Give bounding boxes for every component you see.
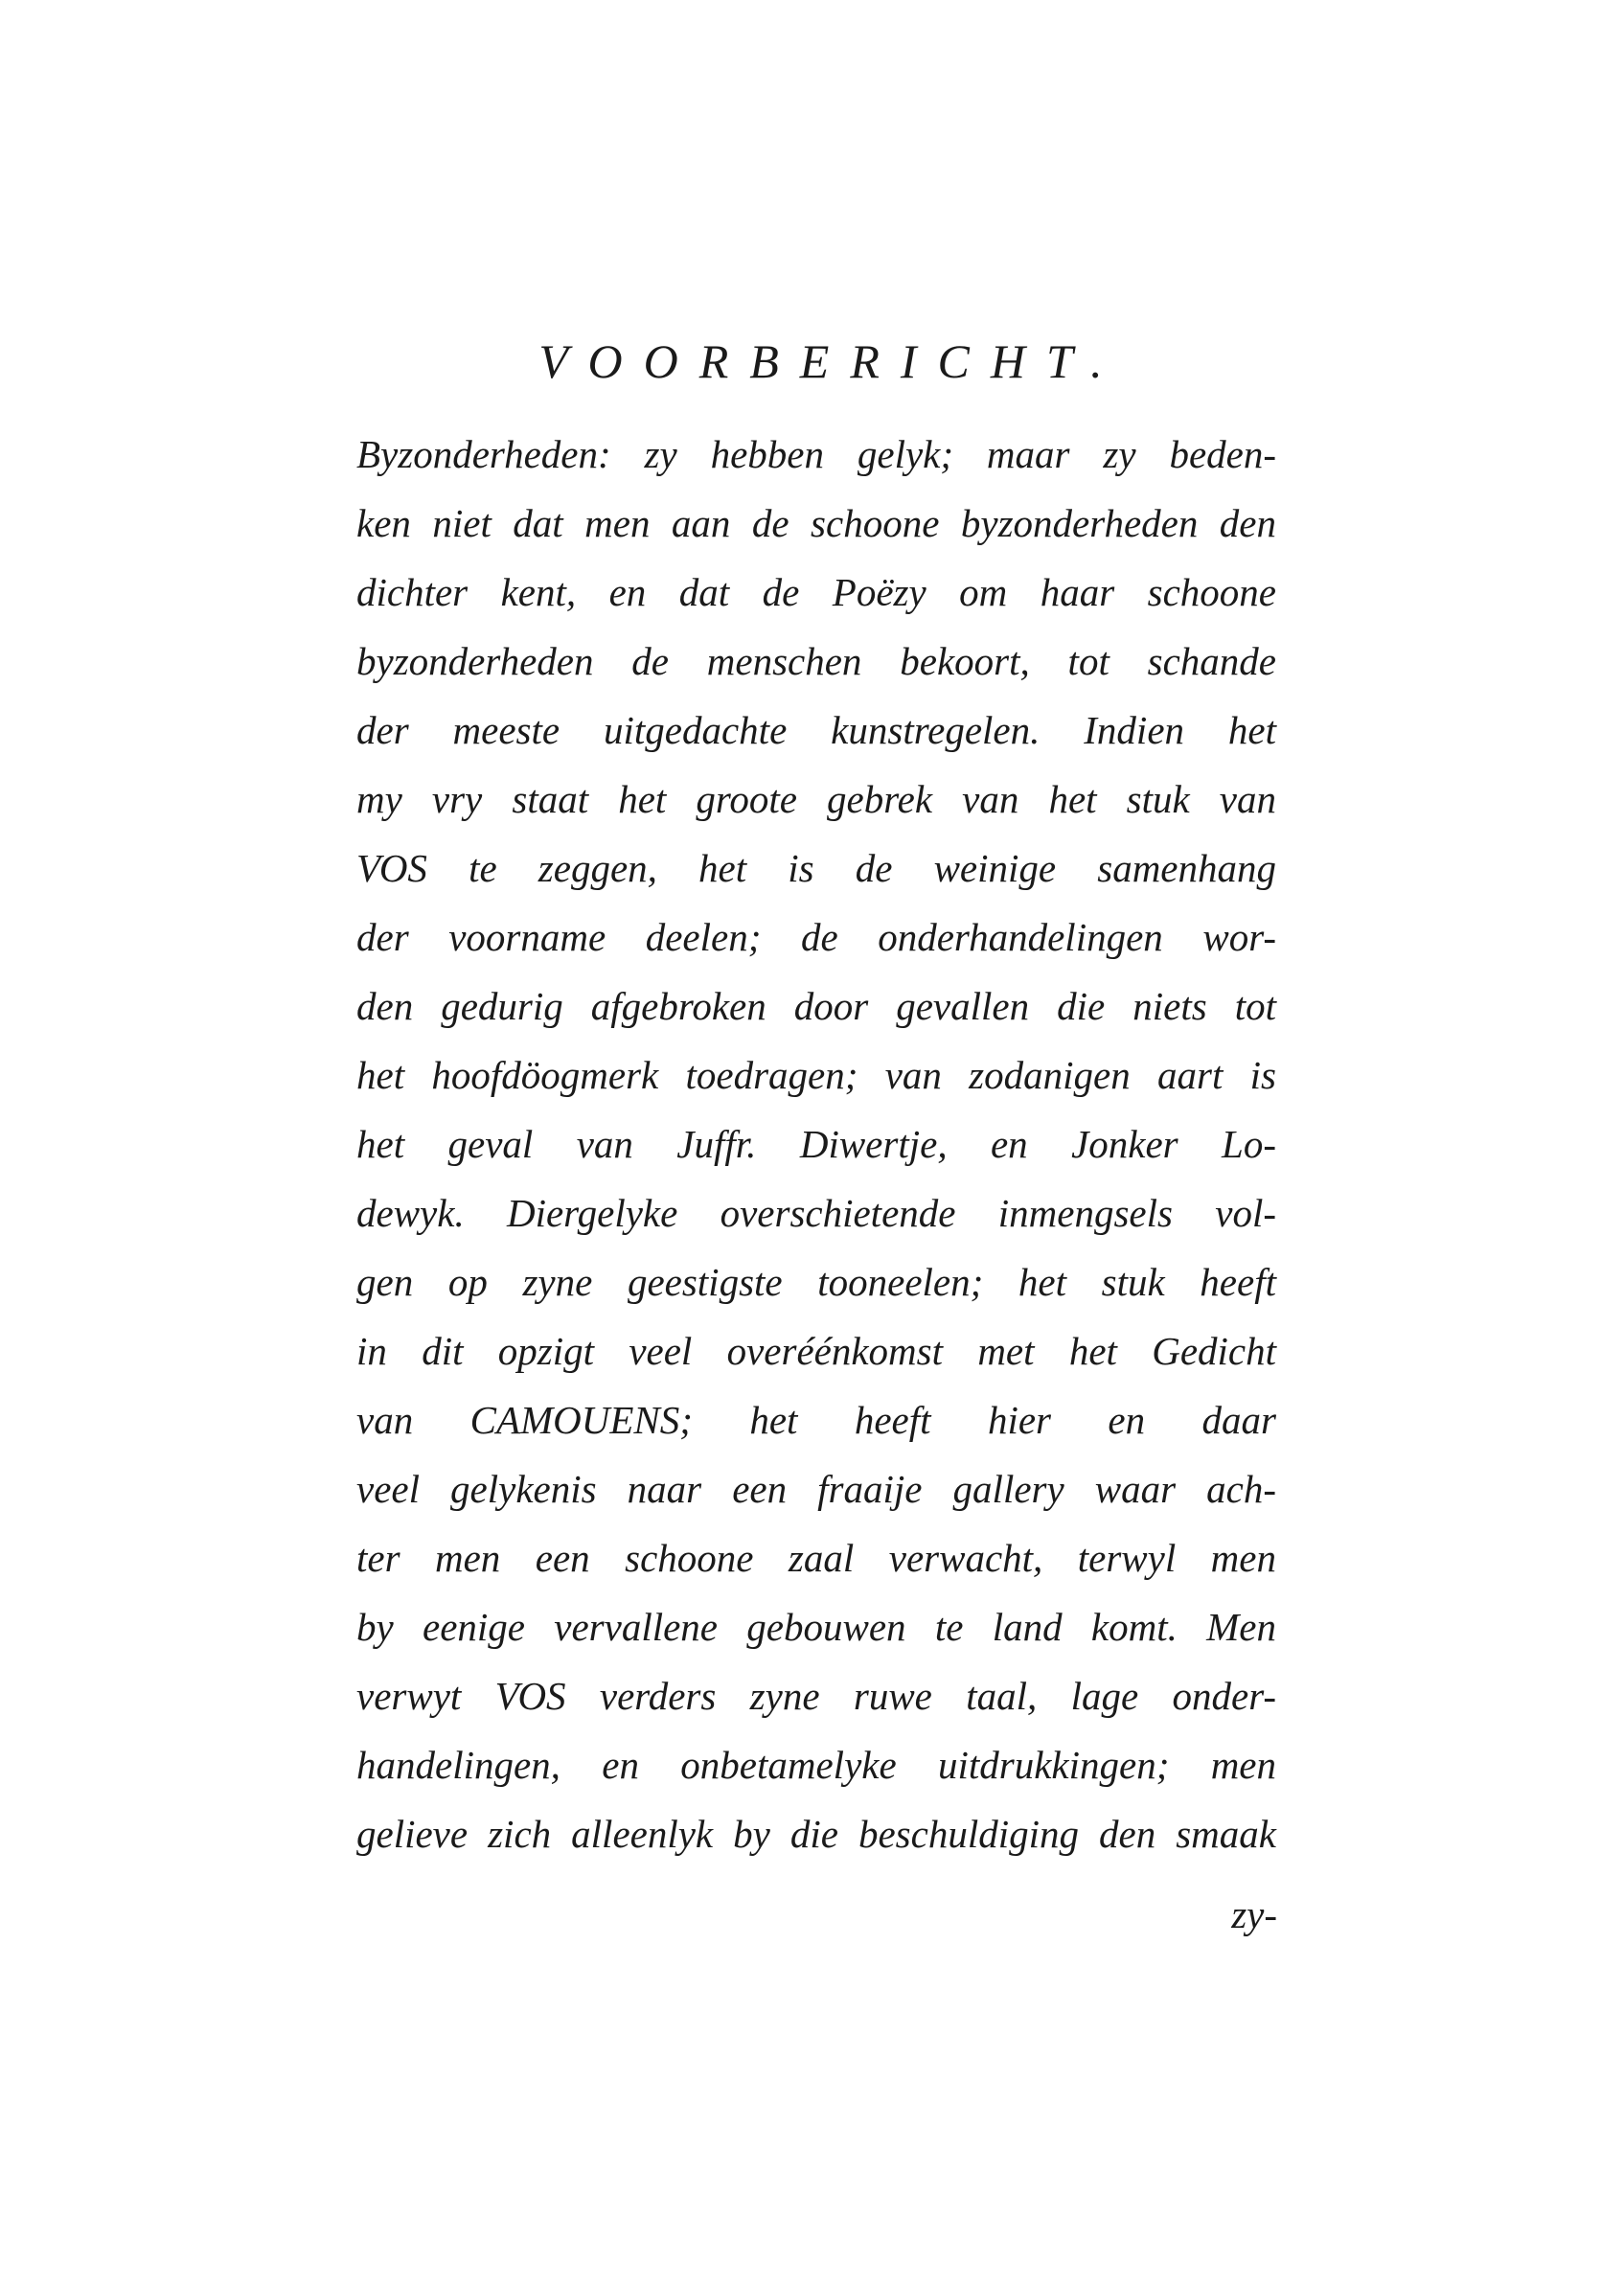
text-line: byzonderheden de menschen bekoort, tot schande	[356, 639, 1276, 683]
text-line: handelingen, en onbetamelyke uitdrukkingen; men	[356, 1743, 1276, 1787]
text-line: VOS te zeggen, het is de weinige samenhang	[356, 846, 1276, 890]
text-line: ter men een schoone zaal verwacht, terwyl men	[356, 1536, 1276, 1580]
text-line: gen op zyne geestigste tooneelen; het stuk heeft	[356, 1260, 1276, 1304]
text-line: dewyk. Diergelyke overschietende inmengsels vol-	[356, 1191, 1276, 1235]
text-line: my vry staat het groote gebrek van het stuk van	[356, 777, 1276, 821]
text-line: het geval van Juffr. Diwertje, en Jonker Lo-	[356, 1122, 1276, 1166]
text-line: het hoofdöogmerk toedragen; van zodanigen aart is	[356, 1053, 1276, 1097]
text-line: der voorname deelen; de onderhandelingen wor-	[356, 915, 1276, 959]
catchword: zy-	[1231, 1892, 1277, 1936]
body-text	[356, 420, 1276, 1868]
text-line: den gedurig afgebroken door gevallen die niets tot	[356, 984, 1276, 1028]
text-line: dichter kent, en dat de Poëzy om haar schoone	[356, 570, 1276, 614]
text-line: ken niet dat men aan de schoone byzonderheden den	[356, 501, 1276, 545]
text-line: verwyt VOS verders zyne ruwe taal, lage onder-	[356, 1674, 1276, 1718]
text-line: in dit opzigt veel overéénkomst met het Gedicht	[356, 1329, 1276, 1373]
text-line: veel gelykenis naar een fraaije gallery waar ach-	[356, 1467, 1276, 1511]
text-line: by eenige vervallene gebouwen te land komt. Men	[356, 1605, 1276, 1649]
text-line: der meeste uitgedachte kunstregelen. Indien het	[356, 708, 1276, 752]
text-line: van CAMOUENS; het heeft hier en daar	[356, 1398, 1276, 1442]
text-line: Byzonderheden: zy hebben gelyk; maar zy beden-	[356, 432, 1276, 476]
text-line: gelieve zich alleenlyk by die beschuldiging den smaak	[356, 1812, 1276, 1856]
page-heading: VOORBERICHT.	[538, 334, 1124, 388]
